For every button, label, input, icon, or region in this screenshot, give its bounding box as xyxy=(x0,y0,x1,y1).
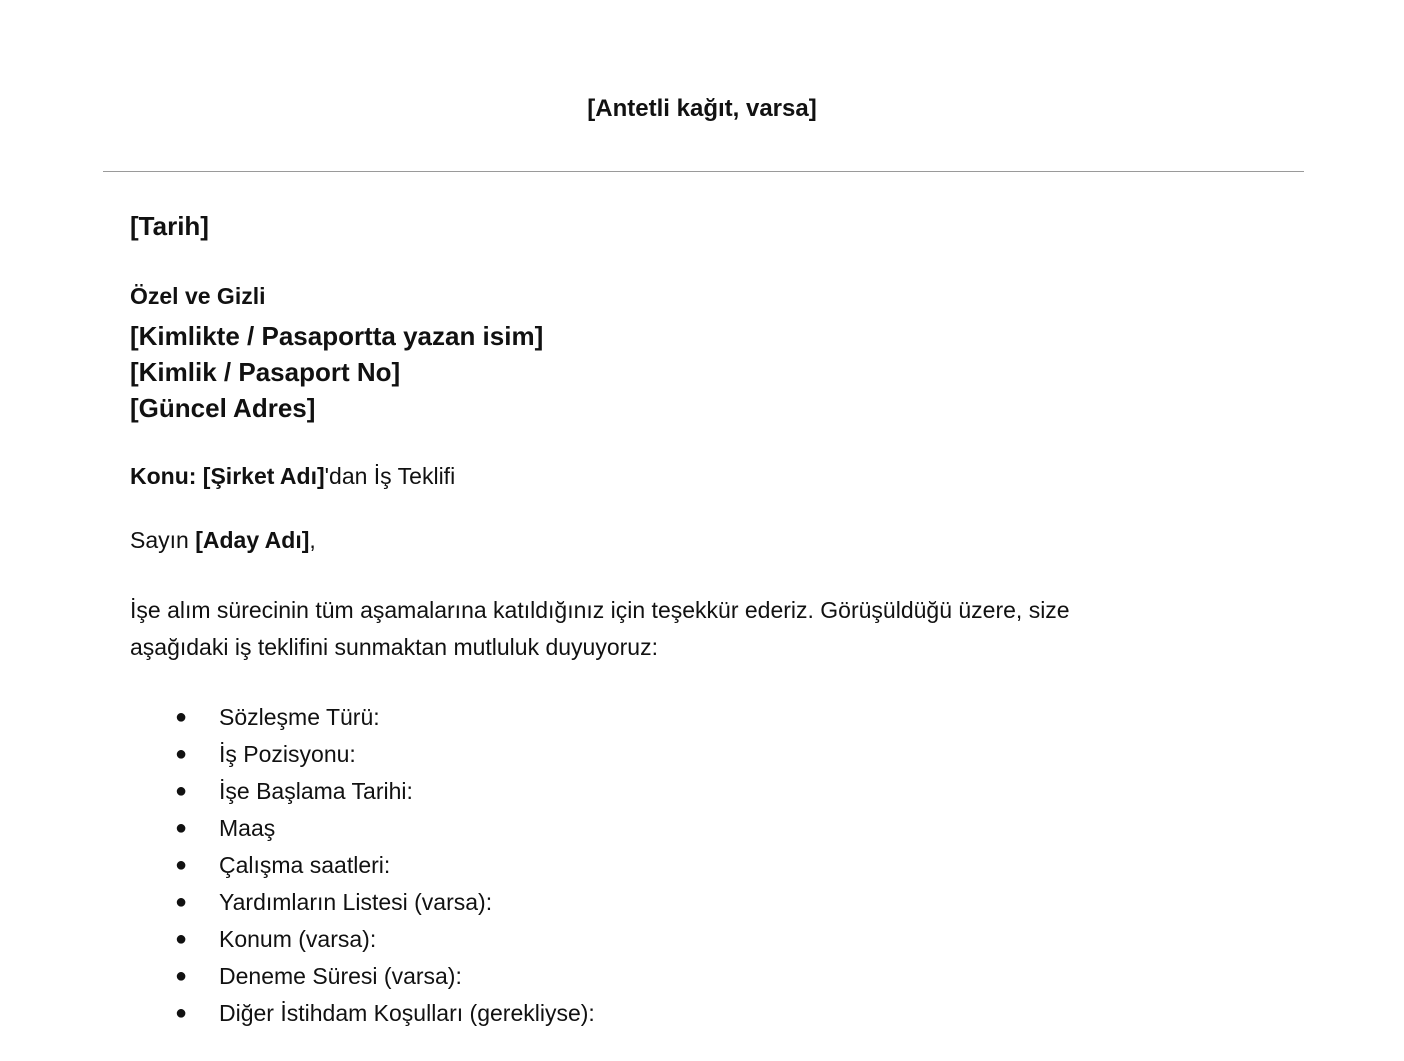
intro-paragraph-line-1: İşe alım sürecinin tüm aşamalarına katıldığınız için teşekkür ederiz. Görüşüldüğü üzere, size xyxy=(130,597,1070,623)
greeting-line xyxy=(130,522,316,558)
list-item-label: Deneme Süresi (varsa): xyxy=(219,963,462,989)
bullet-icon: ● xyxy=(175,1002,188,1024)
greeting-suffix: , xyxy=(309,527,316,553)
list-item-label: İş Pozisyonu: xyxy=(219,741,356,767)
bullet-icon: ● xyxy=(175,891,188,913)
greeting-prefix: Sayın xyxy=(130,527,196,553)
bullet-icon: ● xyxy=(175,743,188,765)
confidential-label: Özel ve Gizli xyxy=(130,283,266,309)
subject-text: 'dan İş Teklifi xyxy=(324,463,456,489)
bullet-icon: ● xyxy=(175,854,188,876)
bullet-icon: ● xyxy=(175,928,188,950)
bullet-icon: ● xyxy=(175,780,188,802)
bullet-icon: ● xyxy=(175,965,188,987)
bullet-icon: ● xyxy=(175,817,188,839)
header-divider xyxy=(103,171,1304,172)
list-item-label: Çalışma saatleri: xyxy=(219,852,391,878)
intro-paragraph-line-2: aşağıdaki iş teklifini sunmaktan mutluluk duyuyoruz: xyxy=(130,634,658,660)
list-item-label: İşe Başlama Tarihi: xyxy=(219,778,413,804)
list-item-label: Yardımların Listesi (varsa): xyxy=(219,889,493,915)
list-item-label: Sözleşme Türü: xyxy=(219,704,380,730)
letterhead-placeholder: [Antetli kağıt, varsa] xyxy=(587,95,817,122)
list-item-label: Diğer İstihdam Koşulları (gerekliyse): xyxy=(219,1000,595,1026)
recipient-id-number: [Kimlik / Pasaport No] xyxy=(130,357,401,387)
bullet-icon: ● xyxy=(175,706,188,728)
recipient-address: [Güncel Adres] xyxy=(130,393,316,423)
subject-label: Konu: [Şirket Adı] xyxy=(130,463,325,489)
subject-line xyxy=(130,458,455,494)
list-item-label: Konum (varsa): xyxy=(219,926,377,952)
candidate-name: [Aday Adı] xyxy=(195,527,310,553)
recipient-name: [Kimlikte / Pasaportta yazan isim] xyxy=(130,321,544,351)
date-placeholder: [Tarih] xyxy=(130,211,209,241)
list-item-label: Maaş xyxy=(219,815,276,841)
